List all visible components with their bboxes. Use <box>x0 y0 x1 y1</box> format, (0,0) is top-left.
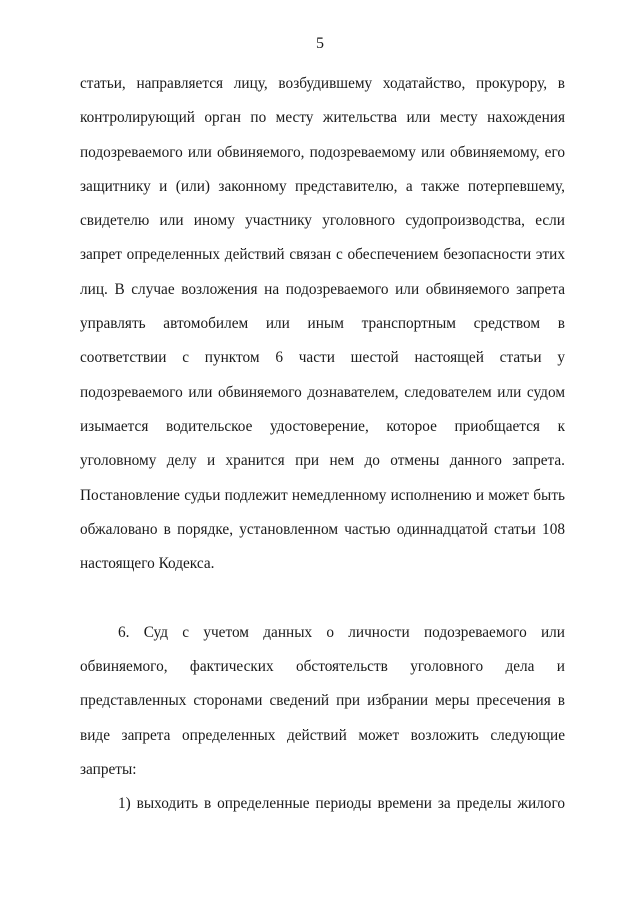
text-line: контролирующий орган по месту жительства или месту нахождения <box>80 109 565 127</box>
page-number: 5 <box>316 35 324 52</box>
text-line: обвиняемого, фактических обстоятельств уголовного дела и <box>80 658 565 676</box>
text-line: настоящего Кодекса. <box>80 555 215 573</box>
text-line: статьи, направляется лицу, возбудившему ходатайство, прокурору, в <box>80 75 565 92</box>
text-line: запрет определенных действий связан с обеспечением безопасности этих <box>80 246 565 264</box>
text-line: защитнику и (или) законному представителю, а также потерпевшему, <box>80 177 565 195</box>
text-line: запреты: <box>80 760 137 778</box>
text-line: 1) выходить в определенные периоды времени за пределы жилого <box>118 795 565 813</box>
text-line: подозреваемого или обвиняемого дознавателем, следователем или судом <box>80 383 565 401</box>
document-body <box>80 74 565 829</box>
text-line: свидетелю или иному участнику уголовного судопроизводства, если <box>80 212 565 230</box>
text-line: обжаловано в порядке, установленном частью одиннадцатой статьи 108 <box>80 520 565 538</box>
text-line: соответствии с пунктом 6 части шестой настоящей статьи у <box>80 349 565 367</box>
paragraph-continuation <box>80 74 565 588</box>
paragraph-item-6-1 <box>80 794 565 828</box>
text-line: 6. Суд с учетом данных о личности подозреваемого или <box>118 623 565 641</box>
text-line: представленных сторонами сведений при избрании меры пресечения в <box>80 692 565 710</box>
text-line: подозреваемого или обвиняемого, подозреваемому или обвиняемому, его <box>80 143 565 161</box>
paragraph-spacer <box>80 588 565 622</box>
text-line: лиц. В случае возложения на подозреваемого или обвиняемого запрета <box>80 280 565 298</box>
text-line: уголовному делу и хранится при нем до отмены данного запрета. <box>80 452 565 470</box>
text-line: управлять автомобилем или иным транспортным средством в <box>80 315 565 333</box>
text-line: Постановление судьи подлежит немедленному исполнению и может быть <box>80 486 565 504</box>
text-line: изымается водительское удостоверение, которое приобщается к <box>80 417 565 435</box>
paragraph-item-6 <box>80 623 565 794</box>
text-line: виде запрета определенных действий может возложить следующие <box>80 726 565 744</box>
